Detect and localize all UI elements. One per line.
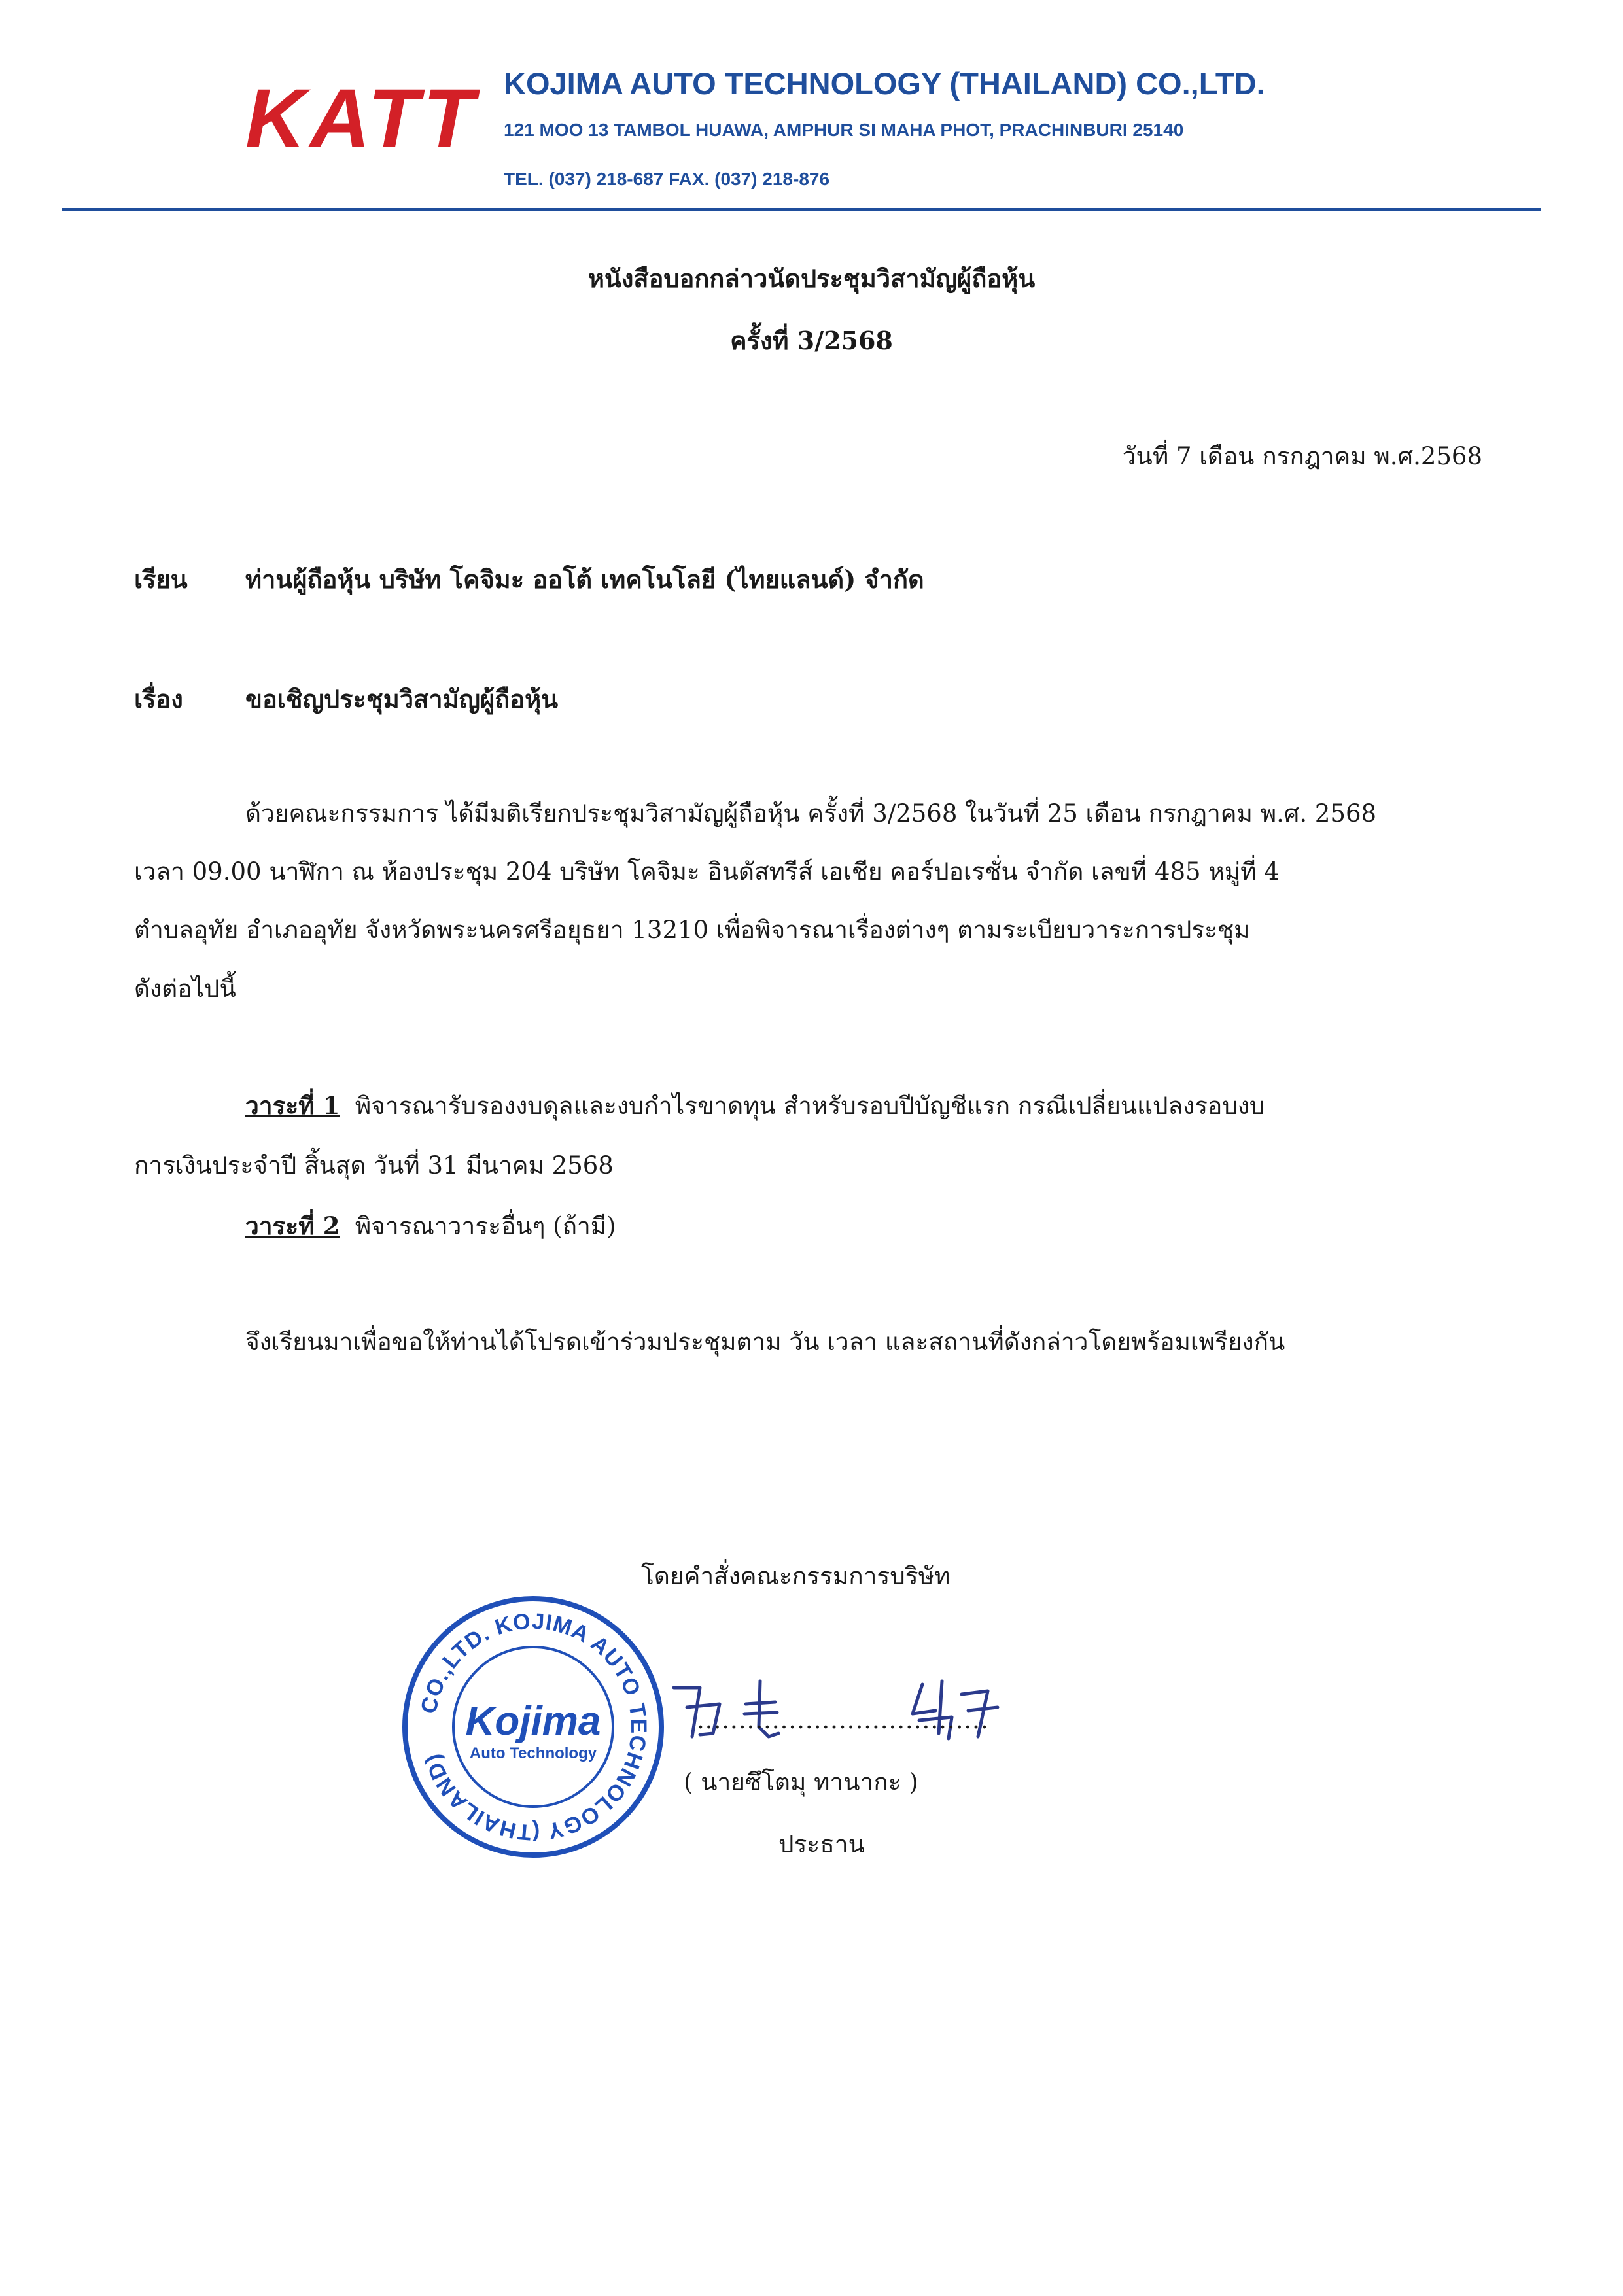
subject-label: เรื่อง xyxy=(134,684,183,714)
document-title: หนังสือบอกกล่าวนัดประชุมวิสามัญผู้ถือหุ้น xyxy=(587,264,1036,293)
company-logo: KATT xyxy=(245,72,478,165)
document-number: ครั้งที่ 3/2568 xyxy=(730,326,893,355)
to-label: เรียน xyxy=(134,565,188,594)
company-address: 121 MOO 13 TAMBOL HUAWA, AMPHUR SI MAHA PHOT, PRACHINBURI 25140 xyxy=(504,120,1184,140)
agenda-1-label: วาระที่ 1 xyxy=(245,1091,340,1120)
agenda-1-continuation: การเงินประจำปี สิ้นสุด วันที่ 31 มีนาคม 2568 xyxy=(134,1151,614,1179)
stamp-logo-subtext: Auto Technology xyxy=(469,1745,597,1762)
to-value: ท่านผู้ถือหุ้น บริษัท โคจิมะ ออโต้ เทคโนโลยี (ไทยแลนด์) จำกัด xyxy=(245,565,924,594)
agenda-2-label: วาระที่ 2 xyxy=(245,1211,340,1240)
agenda-2-text: พิจารณาวาระอื่นๆ (ถ้ามี) xyxy=(355,1212,616,1240)
signature-dotted-line: ................................... xyxy=(697,1706,989,1734)
agenda-1-text: พิจารณารับรองงบดุลและงบกำไรขาดทุน สำหรับรอบปีบัญชีแรก กรณีเปลี่ยนแปลงรอบงบ xyxy=(355,1092,1265,1120)
stamp-ring-text: CO.,LTD. KOJIMA AUTO TECHNOLOGY (THAILAND) xyxy=(416,1609,652,1845)
signatory-name: ( นายซึโตมุ ทานากะ ) xyxy=(684,1768,918,1796)
body-line-4: ดังต่อไปนี้ xyxy=(134,975,236,1003)
header-divider xyxy=(62,208,1541,211)
body-line-2: เวลา 09.00 นาฬิกา ณ ห้องประชุม 204 บริษัท โคจิมะ อินดัสทรีส์ เอเชีย คอร์ปอเรชั่น จำกัด เลขที่ 485 หมู่ที่ 4 xyxy=(134,858,1280,886)
by-order-text: โดยคำสั่งคณะกรรมการบริษัท xyxy=(641,1562,951,1590)
subject-value: ขอเชิญประชุมวิสามัญผู้ถือหุ้น xyxy=(245,684,559,714)
body-line-1: ด้วยคณะกรรมการ ได้มีมติเรียกประชุมวิสามัญผู้ถือหุ้น ครั้งที่ 3/2568 ในวันที่ 25 เดือน กรกฎาคม พ.ศ. 2568 xyxy=(245,799,1377,827)
stamp-logo: Kojima xyxy=(465,1699,601,1744)
agenda-item-2 xyxy=(245,1211,616,1241)
company-name: KOJIMA AUTO TECHNOLOGY (THAILAND) CO.,LTD. xyxy=(504,66,1265,101)
agenda-item-1 xyxy=(245,1091,1265,1121)
company-phone-fax: TEL. (037) 218-687 FAX. (037) 218-876 xyxy=(504,169,830,189)
closing-text: จึงเรียนมาเพื่อขอให้ท่านได้โปรดเข้าร่วมประชุมตาม วัน เวลา และสถานที่ดังกล่าวโดยพร้อมเพรียงกัน xyxy=(245,1328,1285,1356)
signatory-position: ประธาน xyxy=(778,1830,865,1858)
company-stamp xyxy=(396,1590,671,1864)
body-line-3: ตำบลอุทัย อำเภออุทัย จังหวัดพระนครศรีอยุธยา 13210 เพื่อพิจารณาเรื่องต่างๆ ตามระเบียบวาระการประชุม xyxy=(134,916,1250,944)
document-date: วันที่ 7 เดือน กรกฎาคม พ.ศ.2568 xyxy=(1122,442,1482,470)
